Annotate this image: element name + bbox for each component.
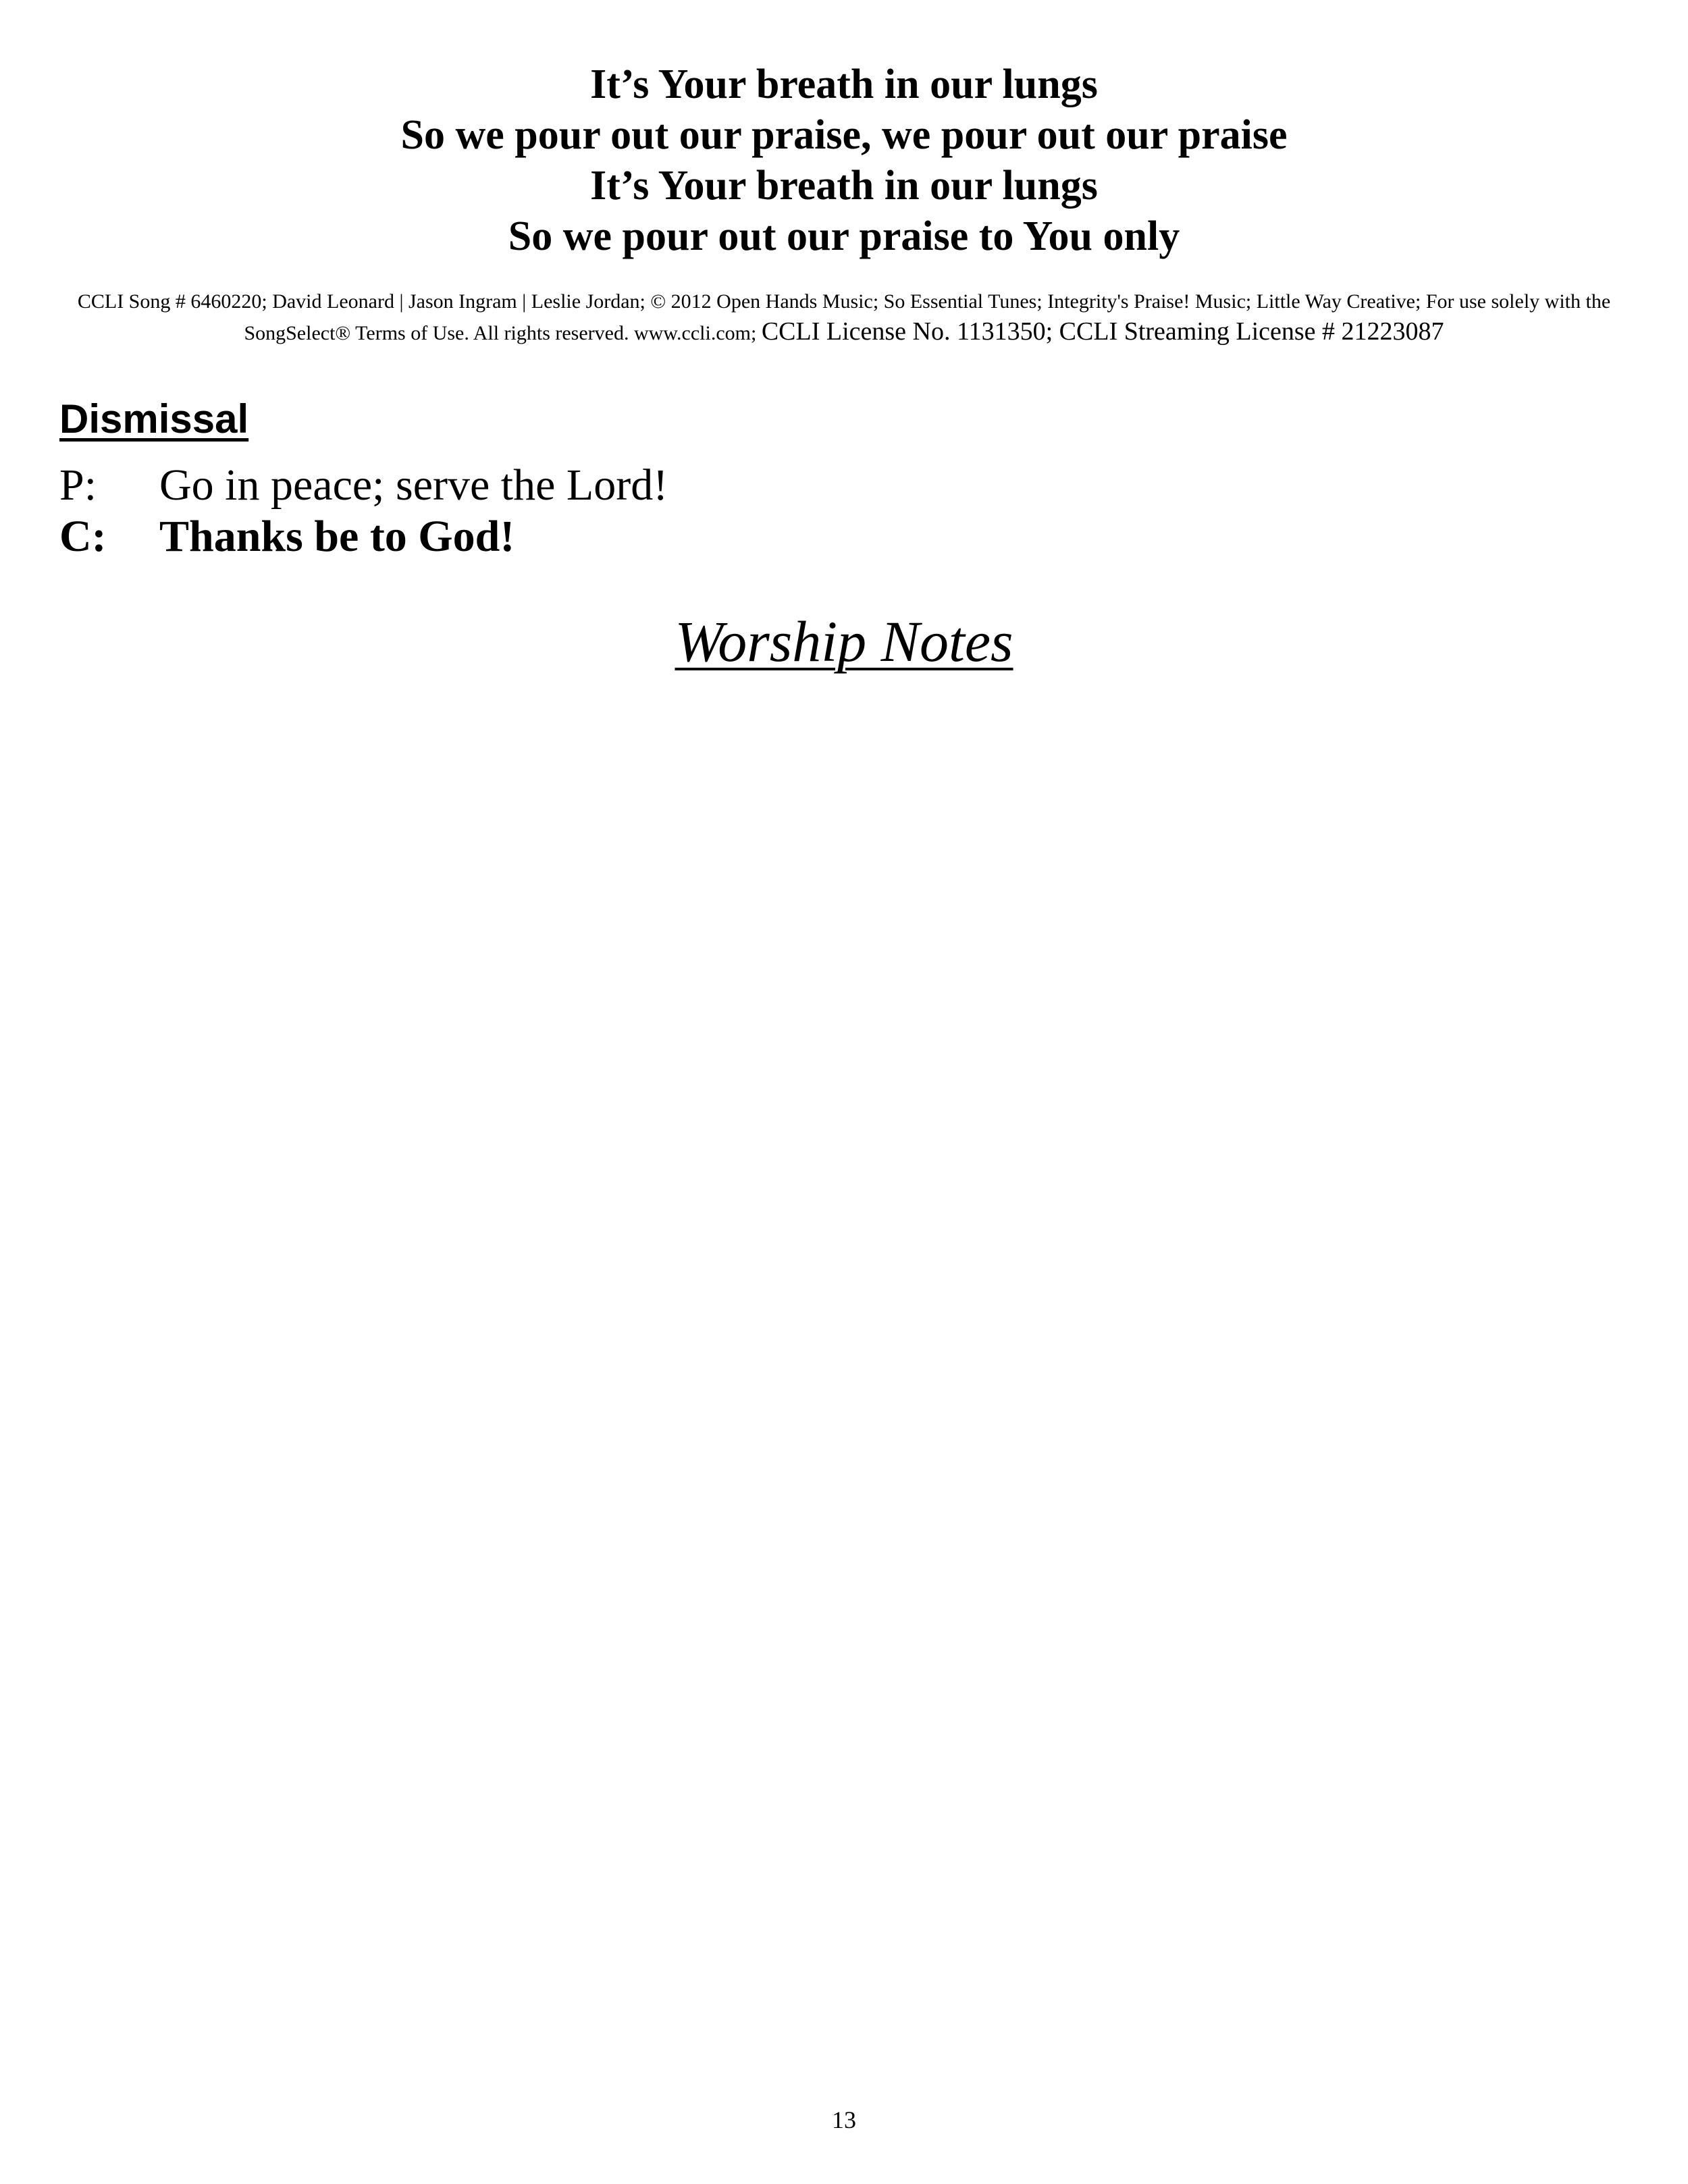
pastor-text: Go in peace; serve the Lord! xyxy=(159,460,668,510)
page-number: 13 xyxy=(832,2106,856,2133)
worship-notes-title: Worship Notes xyxy=(675,609,1013,674)
ccli-copyright-notice xyxy=(68,287,1620,348)
lyric-line: So we pour out our praise to You only xyxy=(508,213,1180,259)
song-lyrics xyxy=(0,59,1688,262)
ccli-song-credit: CCLI Song # 6460220; David Leonard | Jason Ingram | Leslie Jordan; © 2012 Open Hands Music; So Essential Tunes; Integrity's Praise! Music; Little Way Creative; For use solely with the SongSelect® Terms of Use. All rights reserved. www.ccli.com; xyxy=(77,290,1611,344)
speaker-label: C: xyxy=(59,512,107,561)
speaker-label: P: xyxy=(59,460,97,510)
dismissal-heading: Dismissal xyxy=(59,396,249,442)
lyric-line: So we pour out our praise, we pour out our praise xyxy=(400,112,1288,158)
congregation-text: Thanks be to God! xyxy=(159,512,515,561)
lyric-line: It’s Your breath in our lungs xyxy=(590,163,1098,209)
ccli-license-numbers: CCLI License No. 1131350; CCLI Streaming License # 21223087 xyxy=(761,317,1444,346)
lyric-line: It’s Your breath in our lungs xyxy=(590,61,1098,107)
congregation-line xyxy=(59,510,1612,563)
pastor-line xyxy=(59,459,1612,512)
